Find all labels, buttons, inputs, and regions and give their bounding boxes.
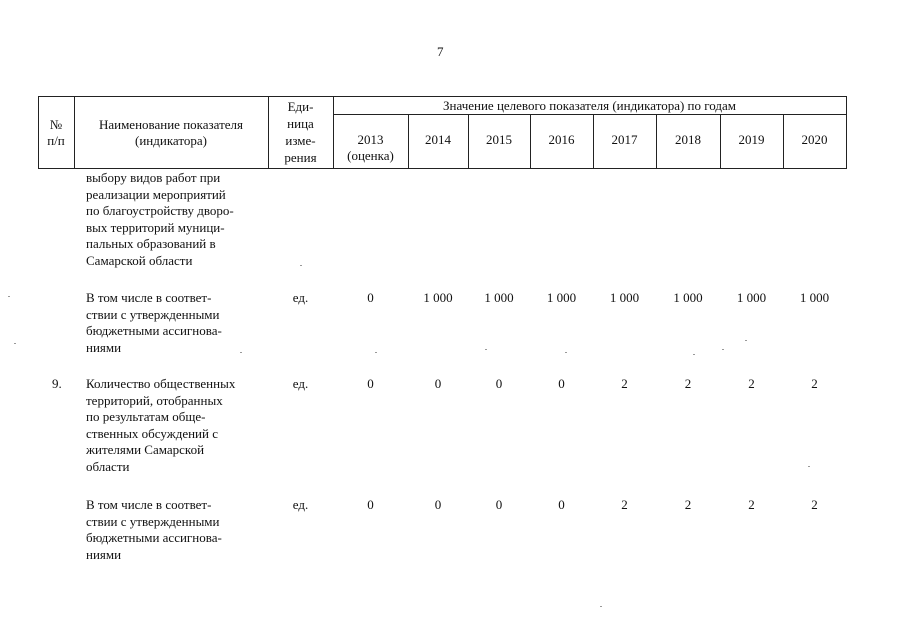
value-cell: 0 bbox=[367, 376, 374, 391]
header-year: 2014 bbox=[425, 132, 451, 147]
row-number: 9. bbox=[52, 376, 62, 391]
scan-speck bbox=[565, 352, 567, 353]
page-number: 7 bbox=[437, 44, 444, 59]
scan-speck bbox=[8, 296, 10, 297]
scan-speck bbox=[745, 340, 747, 341]
header-year: 2015 bbox=[486, 132, 512, 147]
header-years-group: Значение целевого показателя (индикатора) по годам bbox=[442, 98, 736, 113]
header-years-divider-line bbox=[333, 114, 846, 115]
scan-speck bbox=[722, 349, 724, 350]
header-year: 2017 bbox=[611, 132, 638, 147]
value-cell: 2 bbox=[748, 497, 755, 512]
value-cell: 1 000 bbox=[673, 290, 703, 305]
value-cell: 2 bbox=[684, 497, 692, 512]
value-cell: 0 bbox=[367, 497, 374, 512]
value-cell: 2 bbox=[621, 497, 628, 512]
indicator-name: выбору видов работ при реализации мероприятий по благоустройству дворо- вых территорий муници- пальных образований в Самарской области bbox=[86, 170, 234, 268]
header-year: 2013 (оценка) bbox=[347, 132, 394, 163]
header-year: 2019 bbox=[738, 132, 765, 147]
unit-cell: ед. bbox=[292, 290, 309, 305]
scan-speck bbox=[240, 352, 242, 353]
scan-speck bbox=[808, 466, 810, 467]
value-cell: 2 bbox=[684, 376, 692, 391]
indicator-name: В том числе в соответ- ствии с утвержденными бюджетными ассигнова- ниями bbox=[86, 290, 222, 355]
value-cell: 0 bbox=[558, 376, 565, 391]
value-cell: 2 bbox=[811, 376, 818, 391]
value-cell: 2 bbox=[748, 376, 755, 391]
value-cell: 1 000 bbox=[609, 290, 640, 305]
header-number: № п/п bbox=[47, 117, 65, 148]
value-cell: 2 bbox=[621, 376, 628, 391]
header-year: 2016 bbox=[548, 132, 575, 147]
value-cell: 0 bbox=[367, 290, 374, 305]
header-year: 2020 bbox=[801, 132, 828, 147]
scan-speck bbox=[375, 352, 377, 353]
scan-speck bbox=[693, 354, 695, 355]
header-name: Наименование показателя (индикатора) bbox=[98, 117, 244, 148]
scan-speck bbox=[14, 343, 16, 344]
header-bottom-line bbox=[38, 168, 846, 169]
header-top-line bbox=[38, 96, 846, 97]
value-cell: 0 bbox=[495, 497, 503, 512]
scan-speck bbox=[600, 606, 602, 607]
value-cell: 2 bbox=[811, 497, 818, 512]
value-cell: 1 000 bbox=[546, 290, 577, 305]
header-unit: Еди- ница изме- рения bbox=[284, 99, 317, 165]
value-cell: 0 bbox=[434, 376, 442, 391]
indicator-name: В том числе в соответ- ствии с утвержденными бюджетными ассигнова- ниями bbox=[86, 497, 222, 562]
indicator-name: Количество общественных территорий, отобранных по результатам обще- ственных обсуждений с жителями Самарской области bbox=[86, 376, 236, 474]
value-cell: 1 000 bbox=[484, 290, 514, 305]
value-cell: 0 bbox=[558, 497, 565, 512]
value-cell: 1 000 bbox=[423, 290, 453, 305]
value-cell: 0 bbox=[495, 376, 503, 391]
scan-speck bbox=[300, 265, 302, 266]
unit-cell: ед. bbox=[292, 497, 309, 512]
column-line bbox=[846, 96, 847, 169]
value-cell: 0 bbox=[434, 497, 442, 512]
header-year: 2018 bbox=[675, 132, 701, 147]
value-cell: 1 000 bbox=[799, 290, 830, 305]
value-cell: 1 000 bbox=[736, 290, 767, 305]
unit-cell: ед. bbox=[292, 376, 309, 391]
scan-speck bbox=[485, 349, 487, 350]
